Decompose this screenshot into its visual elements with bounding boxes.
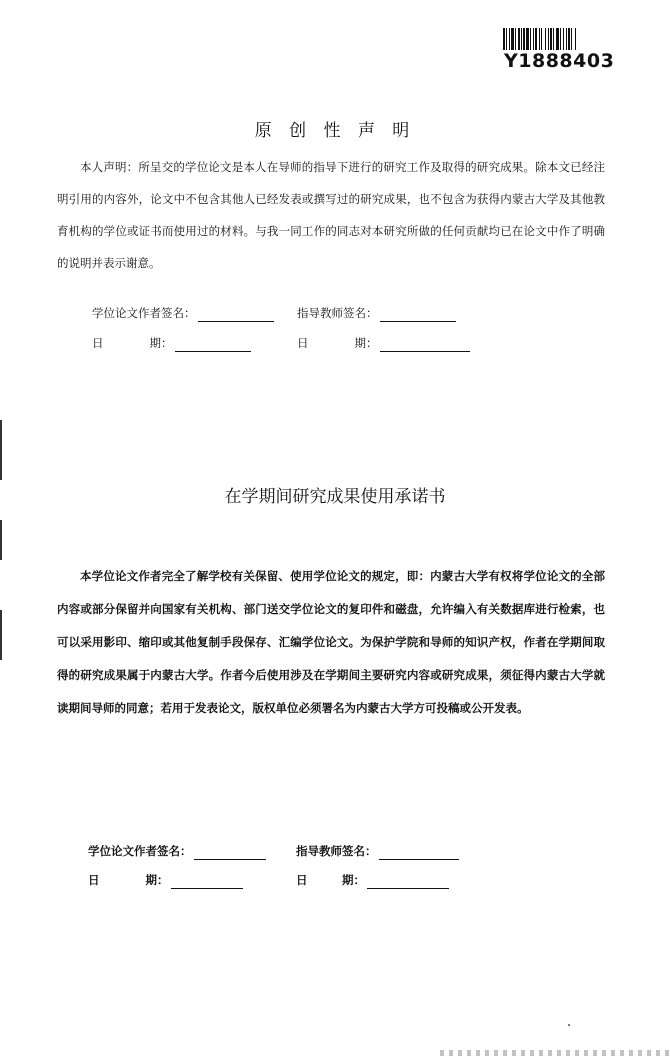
declaration-body: 本人声明：所呈交的学位论文是本人在导师的指导下进行的研究工作及取得的研究成果。除本文已经注明引用的内容外，论文中不包含其他人已经发表或撰写过的研究成果，也不包含为获得内蒙古大学及其他教育机构的学位或证书而使用过的材料。与我一同工作的同志对本研究所做的任何贡献均已在论文中作了明确的说明并表示谢意。 [57, 160, 605, 270]
declaration-title: 原 创 性 声 明 [254, 121, 416, 141]
authorization-body: 本学位论文作者完全了解学校有关保留、使用学位论文的规定，即：内蒙古大学有权将学位论文的全部内容或部分保留并向国家有关机构、部门送交学位论文的复印件和磁盘，允许编入有关数据库进行检索，也可以采用影印、缩印或其他复制手段保存、汇编学位论文。为保护学院和导师的知识产权，作者在学期间取得的研究成果属于内蒙古大学。作者今后使用涉及在学期间主要研究内容或研究成果，须征得内蒙古大学就读期间导师的同意；若用于发表论文，版权单位必须署名为内蒙古大学方可投稿或公开发表。 [57, 569, 605, 715]
date-label: 日 期： [88, 873, 169, 887]
declaration-advisor-signature [297, 304, 456, 322]
date-line[interactable] [171, 874, 243, 889]
declaration-author-date [92, 334, 251, 352]
author-signature-label: 学位论文作者签名： [88, 844, 192, 858]
date-label: 日 期： [296, 873, 365, 887]
scan-edge-mark [0, 520, 2, 560]
declaration-advisor-date [297, 334, 470, 352]
author-signature-label: 学位论文作者签名： [92, 306, 196, 320]
advisor-signature-label: 指导教师签名： [297, 306, 378, 320]
barcode-image [503, 28, 607, 50]
date-label: 日 期： [297, 336, 378, 350]
author-signature-line[interactable] [198, 307, 274, 322]
advisor-signature-line[interactable] [380, 307, 456, 322]
date-line[interactable] [367, 874, 449, 889]
authorization-author-signature [88, 842, 266, 860]
date-label: 日 期： [92, 336, 173, 350]
barcode-bar [576, 28, 577, 50]
scan-edge-noise [440, 1050, 670, 1056]
author-signature-line[interactable] [194, 845, 266, 860]
date-line[interactable] [175, 337, 251, 352]
barcode-number: Y1888403 [504, 50, 615, 72]
authorization-title: 在学期间研究成果使用承诺书 [224, 487, 446, 507]
authorization-advisor-signature [296, 842, 459, 860]
authorization-author-date [88, 871, 243, 889]
scan-edge-mark [0, 610, 2, 660]
advisor-signature-label: 指导教师签名： [296, 844, 377, 858]
advisor-signature-line[interactable] [379, 845, 459, 860]
authorization-advisor-date [296, 871, 449, 889]
scan-edge-mark [0, 420, 2, 480]
date-line[interactable] [380, 337, 470, 352]
declaration-author-signature [92, 304, 274, 322]
scan-dot [568, 1024, 570, 1026]
